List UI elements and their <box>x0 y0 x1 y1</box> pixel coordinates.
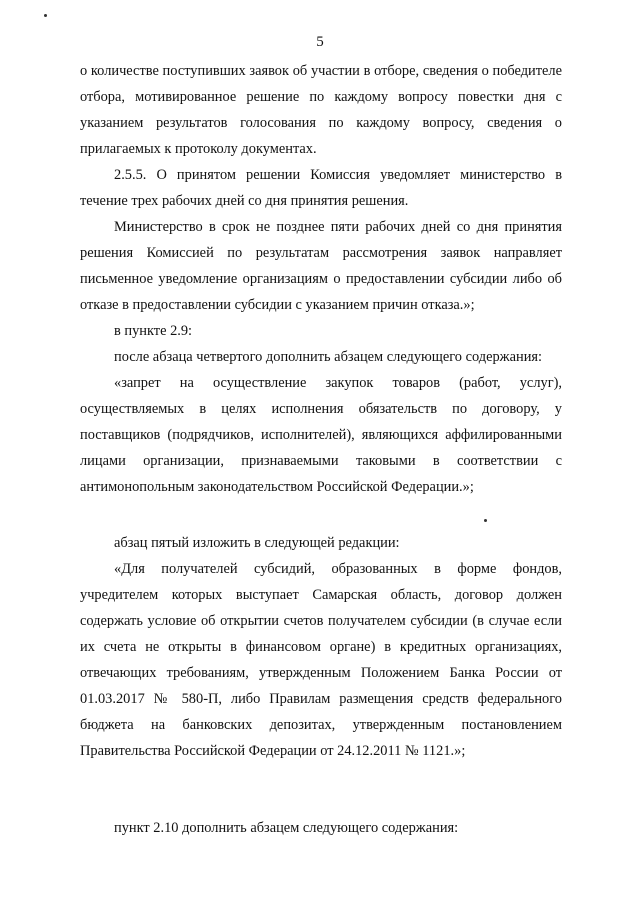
paragraph-fifth-edition: абзац пятый изложить в следующей редакции: <box>114 535 400 551</box>
paragraph-after-fourth: после абзаца четвертого дополнить абзацем следующего содержания: <box>114 349 543 365</box>
paragraph-protocol-contents: о количестве поступивших заявок об участии в отборе, сведения о победителе отбора, мотивированное решение по каждому вопросу повестки дня с указанием результатов голосования по каждому вопросу, сведения о прилагаемых к протоколу документах. <box>80 63 562 157</box>
paragraph-point-2-9: в пункте 2.9: <box>114 323 193 339</box>
paragraph-ministry-notice: Министерство в срок не позднее пяти рабочих дней со дня принятия решения Комиссией по результатам рассмотрения заявок направляет письменное уведомление организациям о предоставлении субсидии либо об отказе в предоставлении субсидии с указанием причин отказа.»; <box>80 219 562 313</box>
paragraph-foundations-accounts: «Для получателей субсидий, образованных в форме фондов, учредителем которых выступает Самарская область, договор должен содержать условие об открытии счетов получателем субсидии (в случае если их счета не открыты в финансовом органе) в кредитных организациях, отвечающих требованиям, утвержденным Положением Банка России от 01.03.2017 № 580-П, либо Правилам размещения средств федерального бюджета на банковских депозитах, утвержденным постановлением Правительства Российской Федерации от 24.12.2011 № 1121.»; <box>80 561 562 759</box>
paragraph-2-5-5: 2.5.5. О принятом решении Комиссия уведомляет министерство в течение трех рабочих дней со дня принятия решения. <box>80 167 562 209</box>
paragraph-point-2-10: пункт 2.10 дополнить абзацем следующего содержания: <box>114 820 459 836</box>
paragraph-procurement-ban: «запрет на осуществление закупок товаров (работ, услуг), осуществляемых в целях исполнения обязательств по договору, у поставщиков (подрядчиков, исполнителей), являющихся аффилированными лицами организации, признаваемыми таковыми в соответствии с антимонопольным законодательством Российской Федерации.»; <box>80 375 562 495</box>
scan-speck <box>44 14 47 17</box>
scan-speck <box>484 519 487 522</box>
page-number: 5 <box>316 34 324 50</box>
